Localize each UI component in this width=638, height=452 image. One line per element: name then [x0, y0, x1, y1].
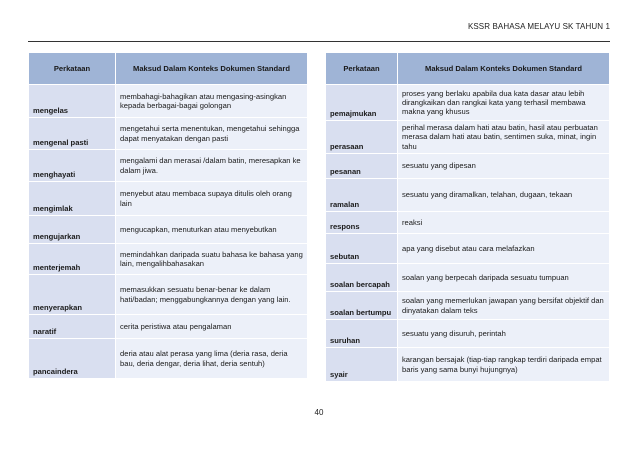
meaning-cell: sesuatu yang diramalkan, telahan, dugaan, tekaan — [398, 179, 610, 212]
column-header-meaning: Maksud Dalam Konteks Dokumen Standard — [398, 53, 610, 85]
page-number: 40 — [314, 408, 324, 417]
term-cell: suruhan — [326, 320, 398, 348]
term-cell: menterjemah — [29, 244, 116, 275]
glossary-table-right — [325, 52, 610, 382]
meaning-cell: perihal merasa dalam hati atau batin, hasil atau perbuatan merasa dalam hati atau batin, sentimen suka, minat, ingin tahu — [398, 121, 610, 154]
term-cell: sebutan — [326, 234, 398, 264]
term-cell: respons — [326, 212, 398, 234]
table-row — [29, 150, 308, 182]
table-row — [29, 315, 308, 339]
column-header-word: Perkataan — [29, 53, 116, 85]
meaning-cell: cerita peristiwa atau pengalaman — [116, 315, 308, 339]
table-row — [326, 292, 610, 320]
meaning-cell: sesuatu yang disuruh, perintah — [398, 320, 610, 348]
table-row — [29, 339, 308, 379]
table-row — [29, 118, 308, 150]
meaning-cell: karangan bersajak (tiap-tiap rangkap terdiri daripada empat baris yang sama bunyi hujungnya) — [398, 348, 610, 382]
table-header-row — [326, 53, 610, 85]
table-row — [326, 348, 610, 382]
term-cell: mengujarkan — [29, 216, 116, 244]
table-row — [29, 244, 308, 275]
term-cell: syair — [326, 348, 398, 382]
meaning-cell: mengucapkan, menuturkan atau menyebutkan — [116, 216, 308, 244]
meaning-cell: soalan yang memerlukan jawapan yang bersifat objektif dan dinyatakan dalam teks — [398, 292, 610, 320]
meaning-cell: menyebut atau membaca supaya ditulis oleh orang lain — [116, 182, 308, 216]
table-row — [29, 275, 308, 315]
meaning-cell: sesuatu yang dipesan — [398, 154, 610, 179]
header-divider — [28, 41, 610, 42]
table-row — [29, 182, 308, 216]
table-row — [326, 320, 610, 348]
term-cell: soalan bertumpu — [326, 292, 398, 320]
term-cell: menghayati — [29, 150, 116, 182]
meaning-cell: soalan yang berpecah daripada sesuatu tumpuan — [398, 264, 610, 292]
table-header-row — [29, 53, 308, 85]
term-cell: soalan bercapah — [326, 264, 398, 292]
term-cell: pesanan — [326, 154, 398, 179]
table-row — [326, 154, 610, 179]
term-cell: mengenal pasti — [29, 118, 116, 150]
term-cell: naratif — [29, 315, 116, 339]
meaning-cell: proses yang berlaku apabila dua kata dasar atau lebih dirangkaikan dan rangkai kata yang terhasil membawa makna yang khusus — [398, 85, 610, 121]
meaning-cell: membahagi-bahagikan atau mengasing-asingkan kepada berbagai-bagai golongan — [116, 85, 308, 118]
meaning-cell: apa yang disebut atau cara melafazkan — [398, 234, 610, 264]
table-row — [326, 264, 610, 292]
term-cell: mengimlak — [29, 182, 116, 216]
meaning-cell: reaksi — [398, 212, 610, 234]
meaning-cell: memindahkan daripada suatu bahasa ke bahasa yang lain, mengalihbahasakan — [116, 244, 308, 275]
term-cell: ramalan — [326, 179, 398, 212]
table-row — [29, 216, 308, 244]
term-cell: perasaan — [326, 121, 398, 154]
meaning-cell: mengalami dan merasai /dalam batin, meresapkan ke dalam jiwa. — [116, 150, 308, 182]
table-row — [29, 85, 308, 118]
term-cell: pemajmukan — [326, 85, 398, 121]
meaning-cell: mengetahui serta menentukan, mengetahui sehingga dapat menyatakan dengan pasti — [116, 118, 308, 150]
table-row — [326, 85, 610, 121]
document-header-title: KSSR BAHASA MELAYU SK TAHUN 1 — [467, 22, 610, 31]
table-row — [326, 121, 610, 154]
column-header-word: Perkataan — [326, 53, 398, 85]
term-cell: menyerapkan — [29, 275, 116, 315]
glossary-table-left — [28, 52, 308, 379]
table-row — [326, 212, 610, 234]
term-cell: mengelas — [29, 85, 116, 118]
column-header-meaning: Maksud Dalam Konteks Dokumen Standard — [116, 53, 308, 85]
table-row — [326, 234, 610, 264]
meaning-cell: memasukkan sesuatu benar-benar ke dalam hati/badan; menggabungkannya dengan yang lain. — [116, 275, 308, 315]
term-cell: pancaindera — [29, 339, 116, 379]
meaning-cell: deria atau alat perasa yang lima (deria rasa, deria bau, deria dengar, deria lihat, deria sentuh) — [116, 339, 308, 379]
table-row — [326, 179, 610, 212]
